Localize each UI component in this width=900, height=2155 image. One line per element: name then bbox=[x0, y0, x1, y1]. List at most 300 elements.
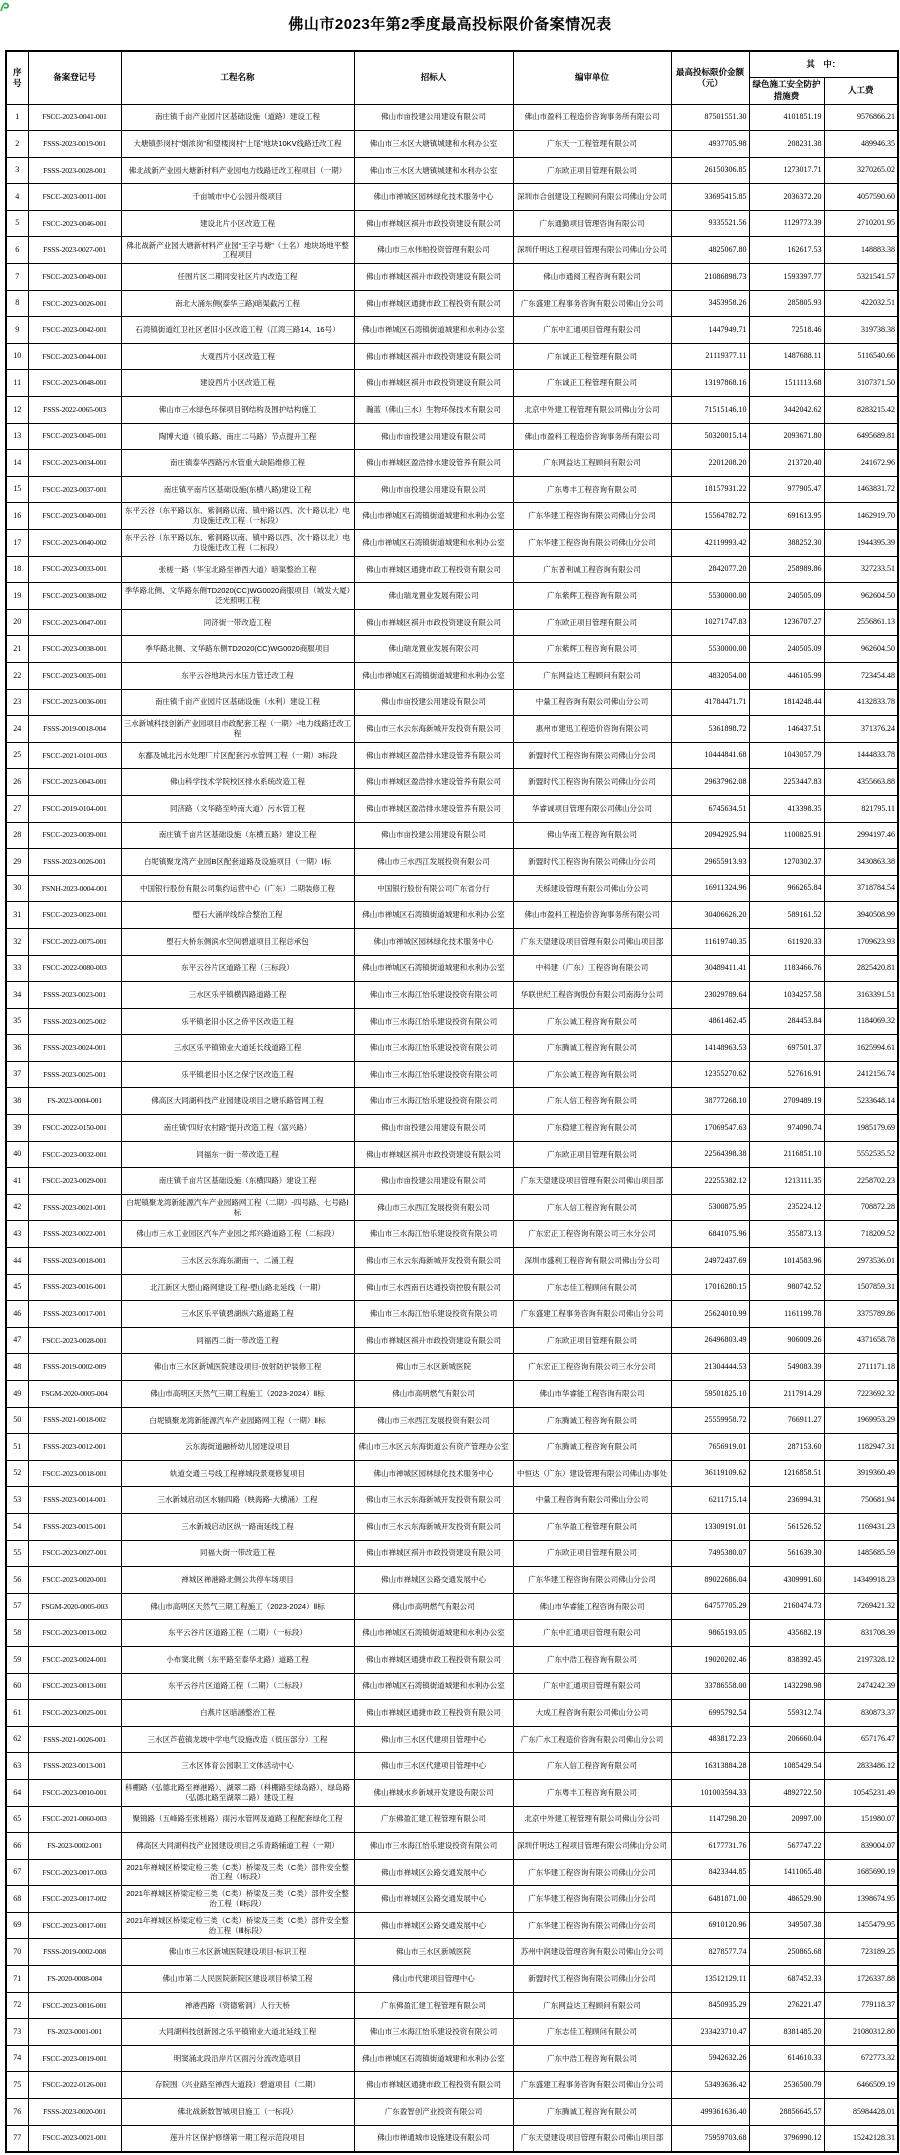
cell-seq: 39 bbox=[6, 1115, 28, 1142]
cell-tenderer: 佛山市三水云东海新城开发投资有限公司 bbox=[354, 1248, 513, 1275]
cell-reviewer: 广东华建工程咨询有限公司佛山分公司 bbox=[513, 1912, 671, 1939]
cell-tenderer: 佛山市三水海江怡乐建设投资有限公司 bbox=[354, 1088, 513, 1115]
table-row bbox=[6, 1753, 898, 1780]
cell-green-fee: 1213111.35 bbox=[749, 1168, 824, 1195]
cell-seq: 23 bbox=[6, 689, 28, 716]
cell-reviewer: 新盟时代工程咨询有限公司佛山分公司 bbox=[513, 1966, 671, 1993]
cell-labor-fee: 327233.51 bbox=[824, 556, 898, 583]
cell-tenderer: 佛山市三水区大塘镇城建和水利办公室 bbox=[354, 131, 513, 158]
cell-labor-fee: 1969953.29 bbox=[824, 1407, 898, 1434]
cell-reviewer: 北京中外建工程管理有限公司佛山分公司 bbox=[513, 397, 671, 424]
table-row bbox=[6, 1008, 898, 1035]
table-row bbox=[6, 1381, 898, 1408]
cell-green-fee: 276221.47 bbox=[749, 1992, 824, 2019]
cell-reg-no: FSSS-2023-0012-001 bbox=[28, 1434, 121, 1461]
cell-tenderer: 佛山市禅城区通捷市政工程投资有限公司 bbox=[354, 556, 513, 583]
cell-reg-no: FSCC-2021-0101-003 bbox=[28, 742, 121, 769]
cell-project-name: 佛北战新数智城项目施工（一标段） bbox=[121, 2099, 354, 2126]
cell-green-fee: 28856645.57 bbox=[749, 2099, 824, 2126]
header-among: 其 中： bbox=[749, 51, 898, 77]
cell-amount: 21086898.73 bbox=[671, 264, 749, 291]
cell-project-name: 佛高区大同湖科技产业园建设项目之乐青路辅道工程（一期） bbox=[121, 1833, 354, 1860]
cell-green-fee: 2116851.10 bbox=[749, 1141, 824, 1168]
cell-tenderer: 佛山市三水海江怡乐建设投资有限公司 bbox=[354, 2019, 513, 2046]
cell-tenderer: 佛山市三水海江怡乐建设投资有限公司 bbox=[354, 1301, 513, 1328]
cell-amount: 13309191.01 bbox=[671, 1513, 749, 1540]
cell-seq: 36 bbox=[6, 1035, 28, 1062]
cell-amount: 4825067.80 bbox=[671, 237, 749, 264]
cell-tenderer: 佛山市三水区代建项目管理中心 bbox=[354, 1726, 513, 1753]
cell-reviewer: 广东腾诚工程咨询有限公司 bbox=[513, 1035, 671, 1062]
cell-labor-fee: 4355663.88 bbox=[824, 769, 898, 796]
cell-tenderer: 佛山市亩投建公用建设有限公司 bbox=[354, 1115, 513, 1142]
cell-labor-fee: 1507859.31 bbox=[824, 1274, 898, 1301]
cell-labor-fee: 8283215.42 bbox=[824, 397, 898, 424]
cell-green-fee: 413398.35 bbox=[749, 795, 824, 822]
cell-green-fee: 527616.91 bbox=[749, 1061, 824, 1088]
table-row bbox=[6, 716, 898, 743]
cell-seq: 8 bbox=[6, 290, 28, 317]
cell-green-fee: 435682.19 bbox=[749, 1620, 824, 1647]
cell-amount: 10271747.83 bbox=[671, 609, 749, 636]
table-row bbox=[6, 1886, 898, 1913]
cell-reviewer: 广东盛建工程事务咨询有限公司佛山分公司 bbox=[513, 1301, 671, 1328]
cell-project-name: 东鄱及城北污水处理厂片区配套污水管网工程（一期）3标段 bbox=[121, 742, 354, 769]
cell-project-name: 同福东一街一带改造工程 bbox=[121, 1141, 354, 1168]
cell-seq: 44 bbox=[6, 1248, 28, 1275]
cell-labor-fee: 10545231.49 bbox=[824, 1779, 898, 1806]
cell-project-name: 三水区体育公园职工文体活动中心 bbox=[121, 1753, 354, 1780]
cell-green-fee: 2036372.20 bbox=[749, 184, 824, 211]
cell-green-fee: 1270302.37 bbox=[749, 849, 824, 876]
cell-green-fee: 2093671.80 bbox=[749, 423, 824, 450]
cell-green-fee: 1043057.79 bbox=[749, 742, 824, 769]
cell-green-fee: 4101851.19 bbox=[749, 104, 824, 131]
cell-project-name: 三水新城启动区水轴四路（映海路-大横涌）工程 bbox=[121, 1487, 354, 1514]
table-row bbox=[6, 2099, 898, 2126]
corner-green-mark bbox=[0, 0, 16, 12]
cell-reviewer: 广东志佳工程顾问有限公司 bbox=[513, 2019, 671, 2046]
cell-amount: 25624010.99 bbox=[671, 1301, 749, 1328]
cell-amount: 5942632.26 bbox=[671, 2045, 749, 2072]
cell-tenderer: 佛山市三水西江发展投资有限公司 bbox=[354, 1407, 513, 1434]
cell-project-name: 陶博大道（镇乐路、南庄二马路）节点提升工程 bbox=[121, 423, 354, 450]
table-row bbox=[6, 742, 898, 769]
cell-seq: 2 bbox=[6, 131, 28, 158]
cell-green-fee: 561526.52 bbox=[749, 1513, 824, 1540]
cell-tenderer: 广东盈智创产业投资有限公司 bbox=[354, 2099, 513, 2126]
cell-labor-fee: 2994197.46 bbox=[824, 822, 898, 849]
cell-project-name: 佛山市三水绿色环保项目钢结构及围护结构施工 bbox=[121, 397, 354, 424]
cell-labor-fee: 1709623.93 bbox=[824, 928, 898, 955]
cell-seq: 55 bbox=[6, 1540, 28, 1567]
table-row bbox=[6, 689, 898, 716]
cell-amount: 24972437.69 bbox=[671, 1248, 749, 1275]
cell-amount: 17069547.63 bbox=[671, 1115, 749, 1142]
cell-amount: 53493636.42 bbox=[671, 2072, 749, 2099]
cell-reg-no: FSSS-2023-0015-001 bbox=[28, 1513, 121, 1540]
cell-green-fee: 349507.38 bbox=[749, 1912, 824, 1939]
cell-reviewer: 广东腾诚工程咨询有限公司 bbox=[513, 1407, 671, 1434]
cell-amount: 101003594.33 bbox=[671, 1779, 749, 1806]
table-row bbox=[6, 1354, 898, 1381]
cell-reviewer: 佛山市华睿能工程咨询有限公司 bbox=[513, 1381, 671, 1408]
cell-amount: 71515146.10 bbox=[671, 397, 749, 424]
cell-reg-no: FSCC-2023-0019-001 bbox=[28, 2045, 121, 2072]
cell-labor-fee: 2258702.23 bbox=[824, 1168, 898, 1195]
cell-project-name: 白燕片区暗涵整治工程 bbox=[121, 1700, 354, 1727]
cell-amount: 10444841.68 bbox=[671, 742, 749, 769]
cell-reg-no: FSCC-2023-0021-001 bbox=[28, 2125, 121, 2152]
cell-tenderer: 佛山市三水区代建项目管理中心 bbox=[354, 1753, 513, 1780]
table-header bbox=[6, 51, 898, 104]
cell-amount: 36119109.62 bbox=[671, 1460, 749, 1487]
cell-labor-fee: 85984428.01 bbox=[824, 2099, 898, 2126]
cell-reg-no: FSSS-2019-0002-009 bbox=[28, 1354, 121, 1381]
cell-tenderer: 佛山市三水云东海新城开发投资有限公司 bbox=[354, 716, 513, 743]
cell-green-fee: 567747.22 bbox=[749, 1833, 824, 1860]
table-row bbox=[6, 1088, 898, 1115]
cell-tenderer: 广东佛盈汇建工程管理有限公司 bbox=[354, 1992, 513, 2019]
cell-seq: 17 bbox=[6, 530, 28, 557]
cell-project-name: 佛山市高明区天然气三期工程施工（2023-2024）Ⅱ标 bbox=[121, 1593, 354, 1620]
cell-labor-fee: 3940508.99 bbox=[824, 902, 898, 929]
cell-green-fee: 1814248.44 bbox=[749, 689, 824, 716]
cell-reviewer: 广东中汇通项目管理有限公司 bbox=[513, 1673, 671, 1700]
cell-green-fee: 4892722.50 bbox=[749, 1779, 824, 1806]
cell-seq: 12 bbox=[6, 397, 28, 424]
cell-green-fee: 691613.95 bbox=[749, 503, 824, 530]
cell-seq: 9 bbox=[6, 317, 28, 344]
cell-reg-no: FSCC-2023-0034-001 bbox=[28, 450, 121, 477]
cell-reg-no: FSCC-2023-0047-001 bbox=[28, 609, 121, 636]
cell-tenderer: 佛山市禅城区祺升市政投资建设有限公司 bbox=[354, 609, 513, 636]
cell-reg-no: FSCC-2023-0013-002 bbox=[28, 1620, 121, 1647]
cell-green-fee: 614610.33 bbox=[749, 2045, 824, 2072]
cell-amount: 29637962.08 bbox=[671, 769, 749, 796]
cell-reviewer: 深圳仟明达工程项目管理有限公司佛山分公司 bbox=[513, 1833, 671, 1860]
cell-green-fee: 1034257.58 bbox=[749, 982, 824, 1009]
table-row bbox=[6, 104, 898, 131]
cell-reg-no: FSSS-2021-0026-001 bbox=[28, 1726, 121, 1753]
cell-labor-fee: 779118.37 bbox=[824, 1992, 898, 2019]
cell-project-name: 东平云谷片区道路工程（二期）（二标段） bbox=[121, 1673, 354, 1700]
cell-tenderer: 佛山市禅城区园林绿化技术服务中心 bbox=[354, 184, 513, 211]
cell-seq: 33 bbox=[6, 955, 28, 982]
cell-seq: 31 bbox=[6, 902, 28, 929]
table-row bbox=[6, 609, 898, 636]
cell-labor-fee: 2197328.12 bbox=[824, 1646, 898, 1673]
cell-project-name: 季华路北侧、文华路东侧TD2020(CC)WG0020商服项目 bbox=[121, 636, 354, 663]
cell-reviewer: 广东诚正工程管理有限公司 bbox=[513, 343, 671, 370]
cell-tenderer: 佛山市禅城区园林绿化技术服务中心 bbox=[354, 1460, 513, 1487]
cell-green-fee: 549083.39 bbox=[749, 1354, 824, 1381]
cell-reviewer: 广东中浩工程咨询有限公司 bbox=[513, 2045, 671, 2072]
table-row bbox=[6, 583, 898, 610]
cell-green-fee: 1487688.11 bbox=[749, 343, 824, 370]
table-row bbox=[6, 264, 898, 291]
cell-reviewer: 广东公诚工程咨询有限公司 bbox=[513, 1008, 671, 1035]
cell-project-name: 同济街一带改造工程 bbox=[121, 609, 354, 636]
cell-green-fee: 1183466.76 bbox=[749, 955, 824, 982]
cell-seq: 18 bbox=[6, 556, 28, 583]
cell-labor-fee: 839004.07 bbox=[824, 1833, 898, 1860]
cell-seq: 10 bbox=[6, 343, 28, 370]
table-row bbox=[6, 662, 898, 689]
cell-amount: 25559958.72 bbox=[671, 1407, 749, 1434]
cell-project-name: 中国银行股份有限公司集约运营中心（广东）二期装修工程 bbox=[121, 875, 354, 902]
cell-reg-no: FSCC-2023-0020-001 bbox=[28, 1567, 121, 1594]
cell-reg-no: FSCC-2023-0027-001 bbox=[28, 1540, 121, 1567]
table-row bbox=[6, 317, 898, 344]
table-row bbox=[6, 1115, 898, 1142]
cell-labor-fee: 2711171.18 bbox=[824, 1354, 898, 1381]
cell-tenderer: 佛山市高明燃气有限公司 bbox=[354, 1381, 513, 1408]
cell-project-name: 小布窦北侧（东平路至泰华北路）道路工程 bbox=[121, 1646, 354, 1673]
cell-project-name: 佛山市三水工业园区汽车产业园之邦兴路道路工程（二标段） bbox=[121, 1221, 354, 1248]
cell-reg-no: FSCC-2023-0017-003 bbox=[28, 1859, 121, 1886]
cell-reg-no: FS-2020-0008-004 bbox=[28, 1966, 121, 1993]
table-row bbox=[6, 184, 898, 211]
cell-labor-fee: 672773.32 bbox=[824, 2045, 898, 2072]
cell-labor-fee: 1685690.19 bbox=[824, 1859, 898, 1886]
cell-tenderer: 佛山市禅城区祺升市政投资建设有限公司 bbox=[354, 1141, 513, 1168]
cell-labor-fee: 4057590.60 bbox=[824, 184, 898, 211]
cell-green-fee: 446105.99 bbox=[749, 662, 824, 689]
cell-seq: 62 bbox=[6, 1726, 28, 1753]
cell-labor-fee: 1463831.72 bbox=[824, 476, 898, 503]
table-row bbox=[6, 1141, 898, 1168]
cell-project-name: 聚锦路（五峰路至张槎路）雨污水管网及道路工程配套绿化工程 bbox=[121, 1806, 354, 1833]
table-row bbox=[6, 2072, 898, 2099]
table-row bbox=[6, 1939, 898, 1966]
cell-reg-no: FSCC-2023-0023-001 bbox=[28, 902, 121, 929]
cell-seq: 56 bbox=[6, 1567, 28, 1594]
table-row bbox=[6, 1194, 898, 1221]
cell-amount: 13512129.11 bbox=[671, 1966, 749, 1993]
cell-seq: 41 bbox=[6, 1168, 28, 1195]
cell-amount: 2842077.20 bbox=[671, 556, 749, 583]
cell-amount: 1447949.71 bbox=[671, 317, 749, 344]
cell-amount: 2201208.20 bbox=[671, 450, 749, 477]
cell-seq: 57 bbox=[6, 1593, 28, 1620]
cell-seq: 74 bbox=[6, 2045, 28, 2072]
cell-reg-no: FSCC-2022-0080-003 bbox=[28, 955, 121, 982]
cell-green-fee: 611920.33 bbox=[749, 928, 824, 955]
header-labor-fee: 人工费 bbox=[824, 77, 898, 104]
table-row bbox=[6, 849, 898, 876]
cell-seq: 66 bbox=[6, 1833, 28, 1860]
cell-tenderer: 佛山市禅通城市设施建设有限公司 bbox=[354, 2125, 513, 2152]
cell-amount: 22255382.12 bbox=[671, 1168, 749, 1195]
cell-tenderer: 佛山市高明燃气有限公司 bbox=[354, 1593, 513, 1620]
cell-reviewer: 广东网益达工程顾问有限公司 bbox=[513, 450, 671, 477]
cell-green-fee: 2709489.19 bbox=[749, 1088, 824, 1115]
cell-reviewer: 新盟时代工程咨询有限公司佛山分公司 bbox=[513, 849, 671, 876]
cell-labor-fee: 2973536.01 bbox=[824, 1248, 898, 1275]
cell-green-fee: 146437.51 bbox=[749, 716, 824, 743]
cell-green-fee: 906009.26 bbox=[749, 1327, 824, 1354]
cell-amount: 21119377.11 bbox=[671, 343, 749, 370]
cell-project-name: 佛山市三水区新城医院建设项目-放射防护装修工程 bbox=[121, 1354, 354, 1381]
cell-reviewer: 佛山华南工程咨询有限公司 bbox=[513, 822, 671, 849]
table-row bbox=[6, 157, 898, 184]
cell-project-name: 东平云谷片区道路工程（三标段） bbox=[121, 955, 354, 982]
cell-reviewer: 佛山市通阅工程咨询有限公司 bbox=[513, 264, 671, 291]
cell-green-fee: 240505.09 bbox=[749, 636, 824, 663]
cell-reviewer: 广东中汇通项目管理有限公司 bbox=[513, 1620, 671, 1647]
cell-tenderer: 佛山市亩投建公用建设有限公司 bbox=[354, 822, 513, 849]
cell-reg-no: FSCC-2023-0025-001 bbox=[28, 1700, 121, 1727]
table-row bbox=[6, 769, 898, 796]
cell-seq: 34 bbox=[6, 982, 28, 1009]
cell-amount: 5361898.72 bbox=[671, 716, 749, 743]
cell-reviewer: 广东中汇通项目管理有限公司 bbox=[513, 317, 671, 344]
table-row bbox=[6, 795, 898, 822]
cell-project-name: 大观西片小区改造工程 bbox=[121, 343, 354, 370]
table-row bbox=[6, 902, 898, 929]
cell-reviewer: 广东华建工程咨询有限公司佛山分公司 bbox=[513, 503, 671, 530]
cell-labor-fee: 708872.28 bbox=[824, 1194, 898, 1221]
cell-reg-no: FSSS-2022-0065-003 bbox=[28, 397, 121, 424]
cell-seq: 1 bbox=[6, 104, 28, 131]
cell-project-name: 乐平镇老旧小区之保宁区改造工程 bbox=[121, 1061, 354, 1088]
cell-reg-no: FSCC-2023-0026-001 bbox=[28, 290, 121, 317]
cell-project-name: 南庄镇平南片区基础设施(东横八路)建设工程 bbox=[121, 476, 354, 503]
cell-seq: 47 bbox=[6, 1327, 28, 1354]
cell-labor-fee: 6466509.19 bbox=[824, 2072, 898, 2099]
cell-reviewer: 广东网益达工程顾问有限公司 bbox=[513, 1992, 671, 2019]
cell-reg-no: FSCC-2023-0033-001 bbox=[28, 556, 121, 583]
cell-seq: 52 bbox=[6, 1460, 28, 1487]
cell-seq: 46 bbox=[6, 1301, 28, 1328]
cell-green-fee: 250865.68 bbox=[749, 1939, 824, 1966]
cell-reg-no: FSSS-2023-0020-001 bbox=[28, 2099, 121, 2126]
cell-tenderer: 佛山市禅城区石湾镇街道城建和水利办公室 bbox=[354, 662, 513, 689]
table-row bbox=[6, 1859, 898, 1886]
cell-reviewer: 广东紫辉工程咨询有限公司 bbox=[513, 636, 671, 663]
cell-amount: 233423710.47 bbox=[671, 2019, 749, 2046]
cell-labor-fee: 148883.38 bbox=[824, 237, 898, 264]
cell-labor-fee: 2556861.13 bbox=[824, 609, 898, 636]
cell-tenderer: 佛山瑞龙置业发展有限公司 bbox=[354, 636, 513, 663]
table-body bbox=[6, 104, 898, 2152]
cell-seq: 13 bbox=[6, 423, 28, 450]
cell-amount: 7495380.07 bbox=[671, 1540, 749, 1567]
cell-reg-no: FSCC-2023-0040-002 bbox=[28, 530, 121, 557]
cell-seq: 15 bbox=[6, 476, 28, 503]
cell-project-name: 明窦涌北段沿岸片区雨污分流改造项目 bbox=[121, 2045, 354, 2072]
cell-reviewer: 广东华建工程咨询有限公司佛山分公司 bbox=[513, 1886, 671, 1913]
cell-reg-no: FSSS-2023-0016-001 bbox=[28, 1274, 121, 1301]
cell-labor-fee: 831708.39 bbox=[824, 1620, 898, 1647]
cell-labor-fee: 2825420.81 bbox=[824, 955, 898, 982]
cell-green-fee: 977905.47 bbox=[749, 476, 824, 503]
cell-tenderer: 佛山市禅城区祺升市政投资建设有限公司 bbox=[354, 370, 513, 397]
cell-amount: 6995792.54 bbox=[671, 1700, 749, 1727]
cell-tenderer: 佛山市亩投建公用建设有限公司 bbox=[354, 104, 513, 131]
table-row bbox=[6, 370, 898, 397]
cell-reviewer: 广东欧正项目管理有限公司 bbox=[513, 1327, 671, 1354]
cell-amount: 12355270.62 bbox=[671, 1061, 749, 1088]
cell-reg-no: FSSS-2023-0028-001 bbox=[28, 157, 121, 184]
table-row bbox=[6, 1327, 898, 1354]
cell-seq: 70 bbox=[6, 1939, 28, 1966]
cell-green-fee: 1273017.71 bbox=[749, 157, 824, 184]
cell-amount: 3453958.26 bbox=[671, 290, 749, 317]
cell-project-name: 千亩城市中心公园升级项目 bbox=[121, 184, 354, 211]
cell-labor-fee: 1462919.70 bbox=[824, 503, 898, 530]
cell-project-name: 南庄镇千亩片区基础设施（东横五路）建设工程 bbox=[121, 822, 354, 849]
cell-labor-fee: 1985179.69 bbox=[824, 1115, 898, 1142]
cell-seq: 60 bbox=[6, 1673, 28, 1700]
cell-green-fee: 687452.33 bbox=[749, 1966, 824, 1993]
cell-green-fee: 2536500.79 bbox=[749, 2072, 824, 2099]
cell-reg-no: FSCC-2023-0024-001 bbox=[28, 1646, 121, 1673]
table-row bbox=[6, 1513, 898, 1540]
table-row bbox=[6, 636, 898, 663]
cell-labor-fee: 821795.11 bbox=[824, 795, 898, 822]
cell-labor-fee: 1485685.59 bbox=[824, 1540, 898, 1567]
table-row bbox=[6, 237, 898, 264]
cell-reg-no: FS-2023-0004-001 bbox=[28, 1088, 121, 1115]
cell-reviewer: 广东人信工程咨询有限公司 bbox=[513, 1194, 671, 1221]
cell-tenderer: 佛山市三水区云东海街道公有资产管理办公室 bbox=[354, 1434, 513, 1461]
cell-project-name: 东平云谷地块污水压力管迁改工程 bbox=[121, 662, 354, 689]
cell-reg-no: FSGM-2020-0005-003 bbox=[28, 1593, 121, 1620]
cell-tenderer: 中国银行股份有限公司广东省分行 bbox=[354, 875, 513, 902]
cell-labor-fee: 1726337.88 bbox=[824, 1966, 898, 1993]
cell-reviewer: 广东稳建工程咨询有限公司 bbox=[513, 1115, 671, 1142]
cell-amount: 21304444.53 bbox=[671, 1354, 749, 1381]
cell-amount: 23029789.64 bbox=[671, 982, 749, 1009]
cell-green-fee: 589161.52 bbox=[749, 902, 824, 929]
table-row bbox=[6, 928, 898, 955]
cell-seq: 73 bbox=[6, 2019, 28, 2046]
cell-reviewer: 广东欧正项目管理有限公司 bbox=[513, 1141, 671, 1168]
cell-tenderer: 佛山市三水伟柏投资管理有限公司 bbox=[354, 237, 513, 264]
cell-reviewer: 新盟时代工程咨询有限公司佛山分公司 bbox=[513, 769, 671, 796]
cell-tenderer: 佛山市三水云东海新城开发投资有限公司 bbox=[354, 1513, 513, 1540]
table-row bbox=[6, 423, 898, 450]
cell-project-name: 建设西片小区改造工程 bbox=[121, 370, 354, 397]
cell-amount: 16313884.28 bbox=[671, 1753, 749, 1780]
cell-reviewer: 中科建（广东）工程咨询有限公司 bbox=[513, 955, 671, 982]
cell-reg-no: FSSS-2023-0013-001 bbox=[28, 1753, 121, 1780]
cell-amount: 16911324.96 bbox=[671, 875, 749, 902]
header-green-fee: 绿色施工安全防护措施费 bbox=[749, 77, 824, 104]
cell-tenderer: 佛山市亩投建公用建设有限公司 bbox=[354, 423, 513, 450]
header-project-name: 工程名称 bbox=[121, 51, 354, 104]
cell-reviewer: 中恒达（广东）建设管理有限公司佛山办事处 bbox=[513, 1460, 671, 1487]
cell-green-fee: 3442042.62 bbox=[749, 397, 824, 424]
cell-reg-no: FSCC-2023-0028-001 bbox=[28, 1327, 121, 1354]
cell-tenderer: 佛山市禅城区石湾镇街道城建和水利办公室 bbox=[354, 1673, 513, 1700]
cell-seq: 29 bbox=[6, 849, 28, 876]
cell-tenderer: 佛山市亩投建公用建设有限公司 bbox=[354, 1168, 513, 1195]
cell-reviewer: 广东人信工程咨询有限公司 bbox=[513, 1088, 671, 1115]
cell-seq: 40 bbox=[6, 1141, 28, 1168]
cell-seq: 53 bbox=[6, 1487, 28, 1514]
cell-reg-no: FSCC-2021-0060-003 bbox=[28, 1806, 121, 1833]
cell-amount: 41784471.71 bbox=[671, 689, 749, 716]
table-row bbox=[6, 1673, 898, 1700]
table-row bbox=[6, 1912, 898, 1939]
cell-seq: 67 bbox=[6, 1859, 28, 1886]
cell-amount: 75959703.68 bbox=[671, 2125, 749, 2152]
cell-project-name: 塱石大涌岸线综合整治工程 bbox=[121, 902, 354, 929]
cell-amount: 33695415.85 bbox=[671, 184, 749, 211]
